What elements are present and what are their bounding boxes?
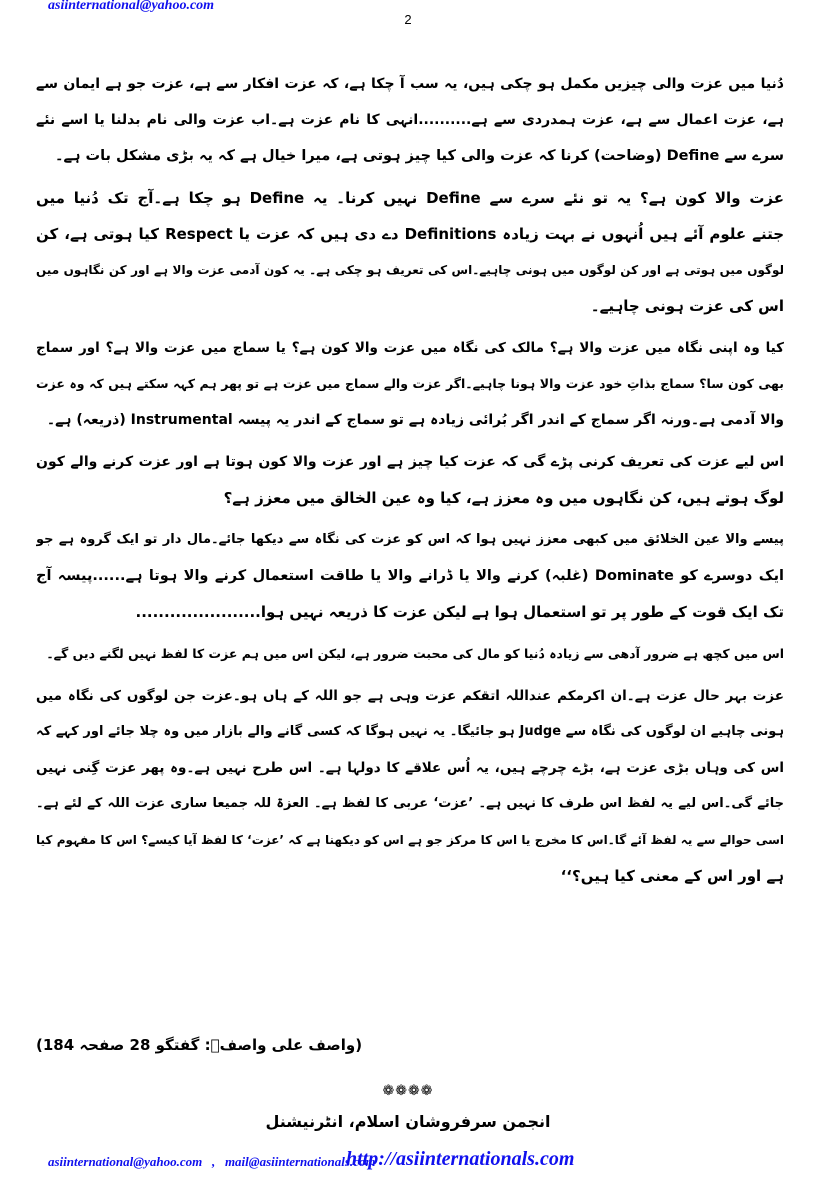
text-line: عزت والا کون ہے؟ یہ تو نئے سرے سے Define نہیں کرنا۔ یہ Define ہو چکا ہے۔آج تک دُنیا میں (36, 189, 784, 207)
text-line: کیا وہ اپنی نگاہ میں عزت والا ہے؟ مالک کی نگاہ میں عزت والا کون ہے؟ یا سماج میں عزت والا ہے؟ اور سماج (36, 340, 784, 356)
paragraph (36, 330, 784, 438)
text-line: بھی کون سا؟ سماج بذاتِ خود عزت والا ہونا چاہیے۔اگر عزت والے سماج میں عزت ہے تو پھر ہم کہہ سکتے ہیں کہ وہ عزت (36, 376, 784, 391)
text-line: جتنے علوم آئے ہیں اُنہوں نے بہت زیادہ Definitions دے دی ہیں کہ عزت یا Respect کیا ہوتی ہے، کن (36, 225, 784, 243)
text-line: والا آدمی ہے۔ورنہ اگر سماج کے اندر اگر بُرائی زیادہ ہے تو سماج کے اندر یہ پیسہ Instrumental (ذریعہ) ہے۔ (46, 412, 784, 428)
text-line: اس کی عزت ہونی چاہیے۔ (590, 297, 784, 315)
paragraph (36, 678, 784, 894)
text-line: عزت بہر حال عزت ہے۔ان اکرمکم عنداللہ اتقکم عزت وہی ہے جو اللہ کے ہاں ہو۔عزت جن لوگوں کی نگاہ میں (36, 688, 784, 704)
ornament-divider: ❁❁❁❁ (382, 1083, 434, 1099)
paragraph (36, 522, 784, 630)
footer-website[interactable]: http://asiinternationals.com (346, 1148, 575, 1170)
text-line: دُنیا میں عزت والی چیزیں مکمل ہو چکی ہیں، یہ سب آ چکا ہے، کہ عزت افکار سے ہے، عزت جو ہے ایمان سے (36, 76, 784, 92)
paragraph (36, 66, 784, 174)
text-line: لوگ ہوتے ہیں، کن نگاہوں میں وہ معزز ہے، کیا وہ عین الخالق میں معزز ہے؟ (223, 489, 784, 507)
text-line: سرے سے Define (وضاحت) کرنا کہ عزت والی کیا چیز ہوتی ہے، میرا خیال ہے کہ یہ بڑی مشکل بات ہے۔ (54, 148, 784, 164)
paragraph (36, 180, 784, 324)
footer-emails[interactable]: asiinternational@yahoo.com , mail@asiinternationals.com (48, 1154, 376, 1169)
text-line: لوگوں میں ہوتی ہے اور کن لوگوں میں ہونی چاہیے۔اس کی تعریف ہو چکی ہے۔ یہ کون آدمی عزت والا ہے اور کن نگاہوں میں (36, 263, 784, 277)
paragraph (36, 636, 784, 672)
text-line: اس لیے عزت کی تعریف کرنی پڑے گی کہ عزت کیا چیز ہے اور عزت والا کون ہوتا ہے اور عزت کرنے والے کون (36, 454, 784, 470)
text-line: ایک دوسرے کو Dominate (غلبہ) کرنے والا یا ڈرانے والا یا طاقت استعمال کرنے والا ہوتا ہے......پیسہ آج (36, 568, 784, 584)
text-line: اس کی وہاں بڑی عزت ہے، بڑے چرچے ہیں، یہ اُس علاقے کا دولہا ہے۔ اس طرح نہیں ہے۔وہ پھر عزت گِنی نہیں (36, 760, 784, 776)
text-line: ہے، عزت اعمال سے ہے، عزت ہمدردی سے ہے..........انہی کا نام عزت ہے۔اب عزت والی نام بدلنا یا اسے نئے (36, 112, 784, 128)
header-email[interactable]: asiinternational@yahoo.com (48, 0, 215, 13)
text-line: ہونی چاہیے ان لوگوں کی نگاہ سے Judge ہو جائیگا۔ یہ نہیں ہوگا کہ کسی گانے والے بازار میں وہ چلا جائے اور کہے کہ (36, 724, 784, 739)
organization-name: انجمن سرفروشان اسلام، انٹرنیشنل (265, 1112, 551, 1131)
text-line: پیسے والا عین الخلائق میں کبھی معزز نہیں ہوا کہ اس کو عزت کی نگاہ سے دیکھا جائے۔مال دار تو ایک گروہ ہے جو (36, 532, 784, 547)
text-line: جائے گی۔اس لیے یہ لفظ اس طرف کا نہیں ہے۔ ’عزت‘ عربی کا لفظ ہے۔ العزۃ للہ جمیعا ساری عزت اللہ کے لئے ہے۔ (36, 796, 784, 811)
text-line: اس میں کچھ ہے ضرور آدھی سے زیادہ دُنیا کو مال کی محبت ضرور ہے، لیکن اس میں ہم عزت کا لفظ نہیں لگنے دیں گے۔ (46, 646, 784, 661)
text-line: تک ایک قوت کے طور پر تو استعمال ہوا ہے لیکن عزت کا ذریعہ نہیں ہوا...................... (135, 603, 784, 621)
text-line: ہے اور اس کے معنی کیا ہیں؟‘‘ (560, 867, 784, 885)
citation: (واصف علی واصفؒ: گفتگو 28 صفحہ 184) (36, 1036, 363, 1054)
paragraph (36, 444, 784, 516)
text-line: اسی حوالے سے یہ لفظ آئے گا۔اس کا مخرج یا اس کا مرکز جو ہے اس کو دیکھنا ہے کہ ’عزت‘ کا لفظ آیا کیسے؟ اس کا مفہوم کیا (36, 833, 784, 847)
page-number: 2 (404, 12, 412, 27)
document-body (36, 66, 784, 900)
